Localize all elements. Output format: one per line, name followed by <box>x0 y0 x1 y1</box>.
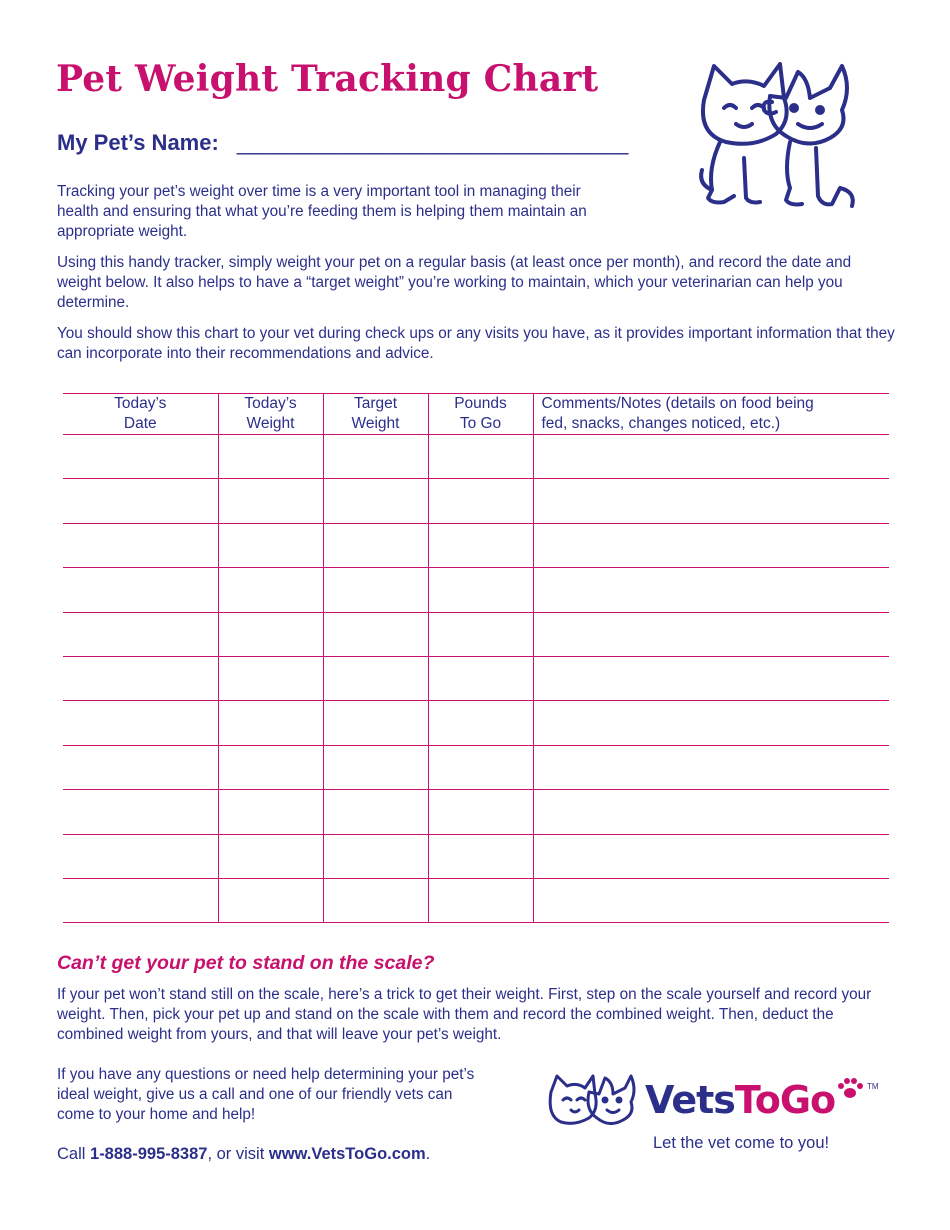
cell-todays-weight[interactable] <box>218 790 323 834</box>
cell-date[interactable] <box>63 834 218 878</box>
header-todays-date: Today’s Date <box>63 394 218 435</box>
cell-pounds-to-go[interactable] <box>428 790 533 834</box>
cell-target-weight[interactable] <box>323 701 428 745</box>
logo-pets-icon <box>545 1070 645 1140</box>
cell-comments[interactable] <box>533 435 889 479</box>
cell-date[interactable] <box>63 790 218 834</box>
cell-comments[interactable] <box>533 523 889 567</box>
cell-comments[interactable] <box>533 479 889 523</box>
table-row <box>63 568 889 612</box>
cell-pounds-to-go[interactable] <box>428 834 533 878</box>
paw-print-icon <box>835 1076 865 1100</box>
logo-brand-text: VetsToGo <box>645 1078 836 1122</box>
cell-comments[interactable] <box>533 612 889 656</box>
table-header-row <box>63 394 889 435</box>
cell-target-weight[interactable] <box>323 612 428 656</box>
cell-pounds-to-go[interactable] <box>428 612 533 656</box>
cell-pounds-to-go[interactable] <box>428 701 533 745</box>
logo-tagline: Let the vet come to you! <box>653 1134 830 1152</box>
help-paragraph: If you have any questions or need help determining your pet’s ideal weight, give us a call and one of our friendly vets can come to your home and help! <box>57 1066 475 1123</box>
cell-pounds-to-go[interactable] <box>428 568 533 612</box>
cell-target-weight[interactable] <box>323 523 428 567</box>
table-row <box>63 479 889 523</box>
cell-todays-weight[interactable] <box>218 878 323 922</box>
cell-todays-weight[interactable] <box>218 479 323 523</box>
weight-tracking-table <box>63 393 889 923</box>
header-target-weight: Target Weight <box>323 394 428 435</box>
cell-comments[interactable] <box>533 656 889 700</box>
cell-pounds-to-go[interactable] <box>428 656 533 700</box>
cell-todays-weight[interactable] <box>218 568 323 612</box>
cell-date[interactable] <box>63 878 218 922</box>
cell-date[interactable] <box>63 568 218 612</box>
header-comments-notes: Comments/Notes (details on food being fed, snacks, changes noticed, etc.) <box>533 394 889 435</box>
contact-line: Call 1-888-995-8387, or visit www.VetsToGo.com. <box>57 1145 431 1163</box>
cell-comments[interactable] <box>533 701 889 745</box>
cell-todays-weight[interactable] <box>218 523 323 567</box>
cell-comments[interactable] <box>533 745 889 789</box>
table-row <box>63 878 889 922</box>
cell-todays-weight[interactable] <box>218 435 323 479</box>
cell-comments[interactable] <box>533 834 889 878</box>
cat-icon <box>703 64 787 144</box>
cell-todays-weight[interactable] <box>218 745 323 789</box>
trademark-mark: TM <box>867 1082 879 1091</box>
cell-target-weight[interactable] <box>323 479 428 523</box>
cell-todays-weight[interactable] <box>218 701 323 745</box>
cell-target-weight[interactable] <box>323 568 428 612</box>
cell-pounds-to-go[interactable] <box>428 435 533 479</box>
table-row <box>63 701 889 745</box>
cell-date[interactable] <box>63 656 218 700</box>
cell-target-weight[interactable] <box>323 834 428 878</box>
cell-pounds-to-go[interactable] <box>428 479 533 523</box>
cell-todays-weight[interactable] <box>218 656 323 700</box>
cell-comments[interactable] <box>533 790 889 834</box>
cell-target-weight[interactable] <box>323 745 428 789</box>
table-row <box>63 834 889 878</box>
table-row <box>63 656 889 700</box>
phone-number[interactable]: 1-888-995-8387 <box>90 1145 208 1163</box>
cell-pounds-to-go[interactable] <box>428 745 533 789</box>
cell-todays-weight[interactable] <box>218 834 323 878</box>
intro-paragraph-2: Using this handy tracker, simply weight your pet on a regular basis (at least once per month), and record the date and weight below. It also helps to have a “target weight” you’re working to maintain, which your veterinarian can help you determine. <box>57 254 852 311</box>
cell-target-weight[interactable] <box>323 878 428 922</box>
cell-todays-weight[interactable] <box>218 612 323 656</box>
pet-name-label: My Pet’s Name: <box>57 130 219 155</box>
table-row <box>63 745 889 789</box>
cell-date[interactable] <box>63 435 218 479</box>
table-row <box>63 523 889 567</box>
cell-date[interactable] <box>63 701 218 745</box>
cell-pounds-to-go[interactable] <box>428 523 533 567</box>
website-link[interactable]: www.VetsToGo.com <box>268 1145 426 1163</box>
pet-name-blank-line[interactable]: ________________________________ <box>236 130 629 155</box>
cell-pounds-to-go[interactable] <box>428 878 533 922</box>
cell-date[interactable] <box>63 523 218 567</box>
cell-date[interactable] <box>63 612 218 656</box>
cell-comments[interactable] <box>533 878 889 922</box>
cell-target-weight[interactable] <box>323 790 428 834</box>
cell-target-weight[interactable] <box>323 656 428 700</box>
table-row <box>63 435 889 479</box>
vetstogo-logo <box>545 1070 885 1160</box>
header-todays-weight: Today’s Weight <box>218 394 323 435</box>
cell-target-weight[interactable] <box>323 435 428 479</box>
cell-comments[interactable] <box>533 568 889 612</box>
cell-date[interactable] <box>63 745 218 789</box>
cell-date[interactable] <box>63 479 218 523</box>
intro-paragraph-1: Tracking your pet’s weight over time is a very important tool in managing their health and ensuring that what you’re feeding them is helping them maintain an appropriate weight. <box>57 183 587 240</box>
pet-name-field[interactable] <box>57 130 628 156</box>
table-row <box>63 612 889 656</box>
page-title: Pet Weight Tracking Chart <box>56 58 599 100</box>
cat-and-dog-illustration <box>690 58 860 218</box>
scale-tip-heading: Can’t get your pet to stand on the scale? <box>57 952 435 974</box>
intro-paragraph-3: You should show this chart to your vet during check ups or any visits you have, as it provides important information that they can incorporate into their recommendations and advice. <box>57 325 895 362</box>
scale-tip-body: If your pet won’t stand still on the scale, here’s a trick to get their weight. First, step on the scale yourself and record your weight. Then, pick your pet up and stand on the scale with them and record the combined weight. Then, deduct the combined weight from yours, and that will leave your pet’s weight. <box>57 986 872 1043</box>
header-pounds-to-go: Pounds To Go <box>428 394 533 435</box>
table-row <box>63 790 889 834</box>
